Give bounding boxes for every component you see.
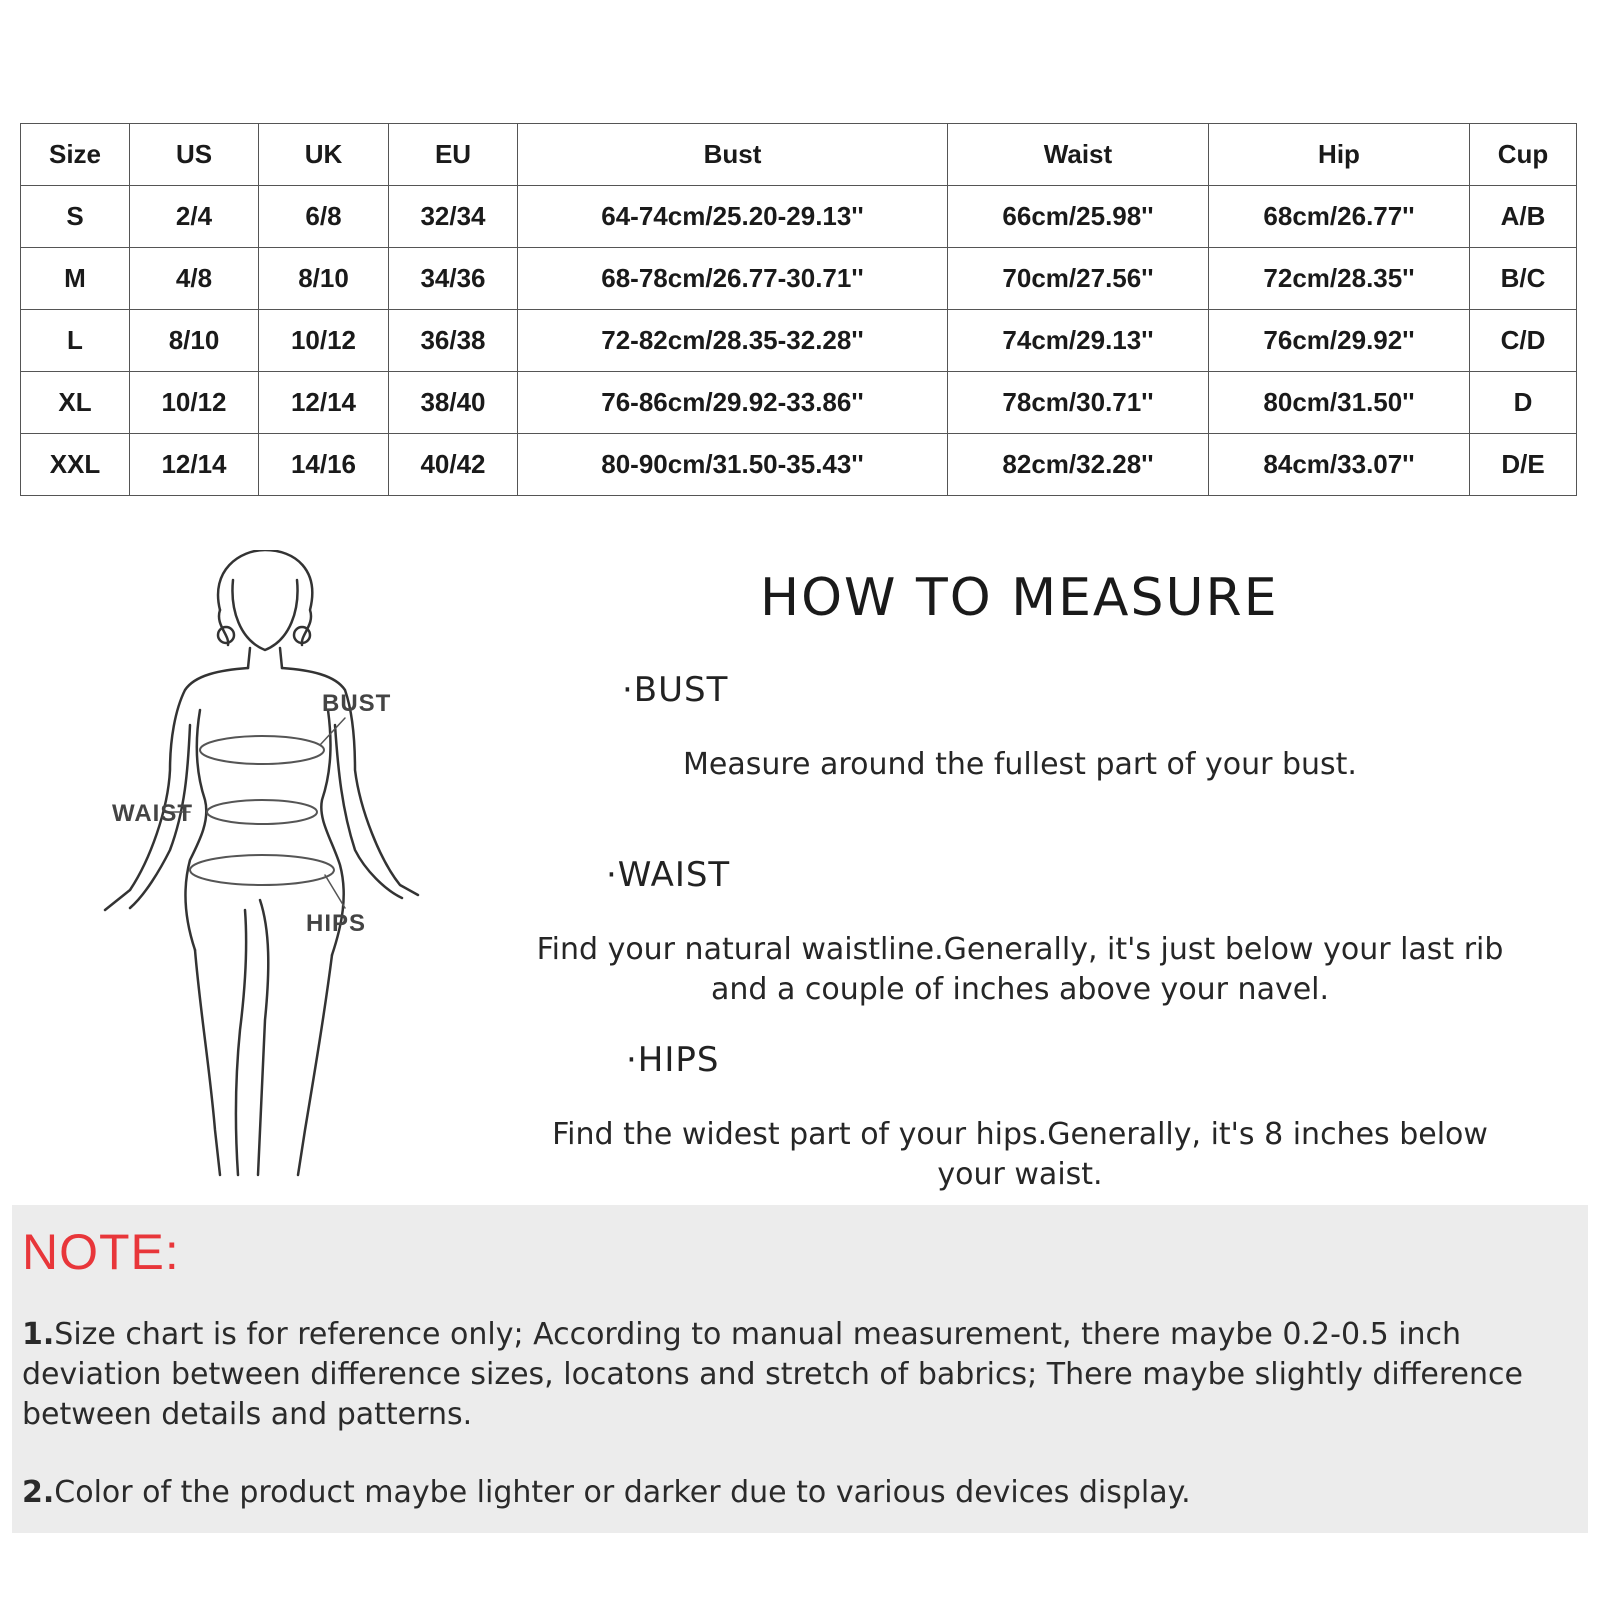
cell-hip: 80cm/31.50'' bbox=[1209, 372, 1470, 434]
cell-bust: 80-90cm/31.50-35.43'' bbox=[518, 434, 948, 496]
cell-bust: 76-86cm/29.92-33.86'' bbox=[518, 372, 948, 434]
cell-eu: 36/38 bbox=[389, 310, 518, 372]
cell-hip: 76cm/29.92'' bbox=[1209, 310, 1470, 372]
cell-cup: D/E bbox=[1470, 434, 1577, 496]
cell-uk: 14/16 bbox=[259, 434, 389, 496]
cell-size: XL bbox=[21, 372, 130, 434]
table-row bbox=[21, 372, 1577, 434]
cell-bust: 64-74cm/25.20-29.13'' bbox=[518, 186, 948, 248]
header-hip: Hip bbox=[1209, 124, 1470, 186]
cell-waist: 78cm/30.71'' bbox=[948, 372, 1209, 434]
body-measurement-illustration bbox=[70, 550, 470, 1200]
body-outline-drawing bbox=[70, 550, 470, 1200]
note-item-2-text: Color of the product maybe lighter or darker due to various devices display. bbox=[54, 1475, 1191, 1510]
hips-instructions-line2: your waist. bbox=[937, 1157, 1103, 1192]
header-cup: Cup bbox=[1470, 124, 1577, 186]
note-panel bbox=[12, 1205, 1588, 1533]
waist-heading: ·WAIST bbox=[606, 855, 731, 895]
cell-uk: 12/14 bbox=[259, 372, 389, 434]
cell-hip: 84cm/33.07'' bbox=[1209, 434, 1470, 496]
hips-instructions-line1: Find the widest part of your hips.Generally, it's 8 inches below bbox=[552, 1117, 1488, 1152]
cell-hip: 72cm/28.35'' bbox=[1209, 248, 1470, 310]
cell-hip: 68cm/26.77'' bbox=[1209, 186, 1470, 248]
cell-cup: B/C bbox=[1470, 248, 1577, 310]
how-to-measure-title: HOW TO MEASURE bbox=[760, 568, 1279, 628]
bust-label: BUST bbox=[322, 690, 392, 717]
note-item-2 bbox=[22, 1473, 1572, 1513]
waist-instructions-line2: and a couple of inches above your navel. bbox=[710, 972, 1330, 1007]
cell-eu: 40/42 bbox=[389, 434, 518, 496]
cell-cup: C/D bbox=[1470, 310, 1577, 372]
header-bust: Bust bbox=[518, 124, 948, 186]
header-eu: EU bbox=[389, 124, 518, 186]
note-item-2-number: 2. bbox=[22, 1475, 55, 1510]
cell-size: S bbox=[21, 186, 130, 248]
cell-waist: 70cm/27.56'' bbox=[948, 248, 1209, 310]
cell-uk: 6/8 bbox=[259, 186, 389, 248]
hips-heading: ·HIPS bbox=[626, 1040, 720, 1080]
table-header-row bbox=[21, 124, 1577, 186]
table-row bbox=[21, 310, 1577, 372]
cell-cup: D bbox=[1470, 372, 1577, 434]
table-row bbox=[21, 248, 1577, 310]
cell-cup: A/B bbox=[1470, 186, 1577, 248]
note-title: NOTE: bbox=[22, 1224, 180, 1280]
cell-us: 4/8 bbox=[130, 248, 259, 310]
header-waist: Waist bbox=[948, 124, 1209, 186]
note-item-1 bbox=[22, 1315, 1572, 1435]
table-row bbox=[21, 186, 1577, 248]
cell-eu: 38/40 bbox=[389, 372, 518, 434]
header-us: US bbox=[130, 124, 259, 186]
cell-eu: 34/36 bbox=[389, 248, 518, 310]
note-item-1-number: 1. bbox=[22, 1317, 55, 1352]
cell-us: 8/10 bbox=[130, 310, 259, 372]
cell-uk: 10/12 bbox=[259, 310, 389, 372]
bust-heading: ·BUST bbox=[622, 670, 729, 710]
cell-waist: 66cm/25.98'' bbox=[948, 186, 1209, 248]
header-uk: UK bbox=[259, 124, 389, 186]
note-item-1-text: Size chart is for reference only; According to manual measurement, there maybe 0.2-0.5 inch deviation between difference sizes, locatons and stretch of babrics; There maybe slightly difference between details and patterns. bbox=[22, 1317, 1523, 1432]
cell-waist: 74cm/29.13'' bbox=[948, 310, 1209, 372]
table-row bbox=[21, 434, 1577, 496]
cell-waist: 82cm/32.28'' bbox=[948, 434, 1209, 496]
waist-instructions-line1: Find your natural waistline.Generally, it's just below your last rib bbox=[536, 932, 1504, 967]
waist-label: WAIST bbox=[112, 800, 193, 827]
hips-label: HIPS bbox=[306, 910, 367, 937]
cell-size: XXL bbox=[21, 434, 130, 496]
cell-bust: 68-78cm/26.77-30.71'' bbox=[518, 248, 948, 310]
bust-instructions: Measure around the fullest part of your bust. bbox=[683, 747, 1357, 782]
cell-eu: 32/34 bbox=[389, 186, 518, 248]
cell-us: 12/14 bbox=[130, 434, 259, 496]
size-chart-table bbox=[20, 123, 1577, 496]
cell-uk: 8/10 bbox=[259, 248, 389, 310]
cell-us: 2/4 bbox=[130, 186, 259, 248]
cell-size: L bbox=[21, 310, 130, 372]
header-size: Size bbox=[21, 124, 130, 186]
cell-us: 10/12 bbox=[130, 372, 259, 434]
cell-bust: 72-82cm/28.35-32.28'' bbox=[518, 310, 948, 372]
cell-size: M bbox=[21, 248, 130, 310]
